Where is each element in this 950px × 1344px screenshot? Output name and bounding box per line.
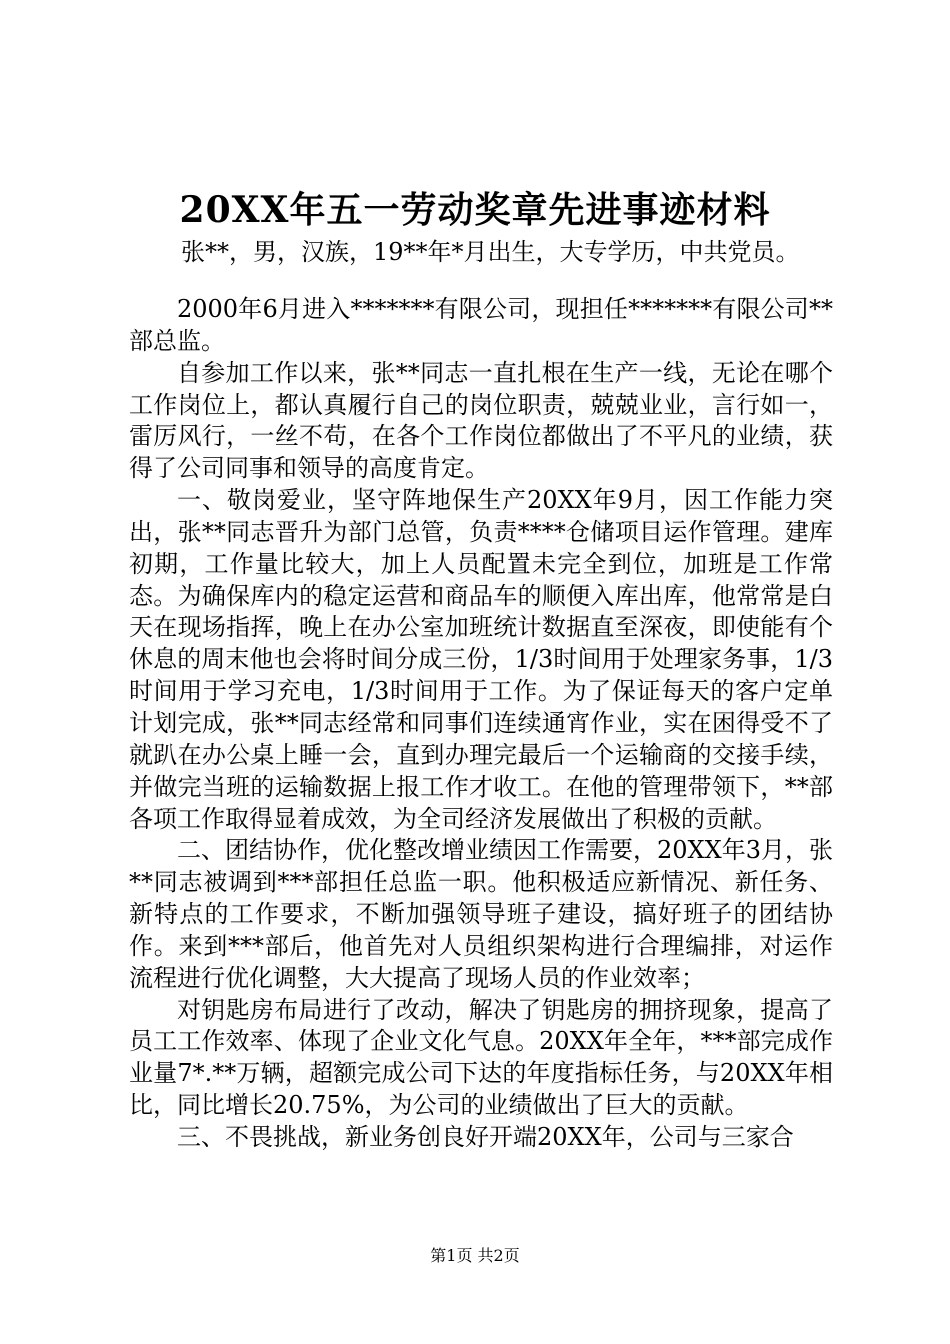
page-footer: 第1页 共2页 [430,1246,520,1265]
paragraph-employment: 2000年6月进入*******有限公司，现担任*******有限公司**部总监。 [129,295,833,355]
paragraph-overview: 自参加工作以来，张**同志一直扎根在生产一线，无论在哪个工作岗位上，都认真履行自己的岗位职责，兢兢业业，言行如一，雷厉风行，一丝不苟，在各个工作岗位都做出了不平凡的业绩，获得了公司同事和领导的高度肯定。 [129,358,833,483]
paragraph-section-1: 一、敬岗爱业，坚守阵地保生产20XX年9月，因工作能力突出，张**同志晋升为部门总管，负责****仓储项目运作管理。建库初期，工作量比较大，加上人员配置未完全到位，加班是工作常态。为确保库内的稳定运营和商品车的顺便入库出库，他常常是白天在现场指挥，晚上在办公室加班统计数据直至深夜，即使能有个休息的周末他也会将时间分成三份，1/3时间用于处理家务事，1/3时间用于学习充电，1/3时间用于工作。为了保证每天的客户定单计划完成，张**同志经常和同事们连续通宵作业，实在困得受不了就趴在办公桌上睡一会，直到办理完最后一个运输商的交接手续，并做完当班的运输数据上报工作才收工。在他的管理带领下，**部各项工作取得显着成效，为全司经济发展做出了积极的贡献。 [129,486,833,833]
paragraph-key-room: 对钥匙房布局进行了改动，解决了钥匙房的拥挤现象，提高了员工工作效率、体现了企业文化气息。20XX年全年，***部完成作业量7*.**万辆，超额完成公司下达的年度指标任务，与20XX年相比，同比增长20.75%，为公司的业绩做出了巨大的贡献。 [129,995,833,1120]
intro-line: 张**，男，汉族，19**年*月出生，大专学历，中共党员。 [181,238,800,266]
document-body [129,294,833,1154]
paragraph-section-3: 三、不畏挑战，新业务创良好开端20XX年，公司与三家合 [177,1122,794,1151]
document-title: 20XX年五一劳动奖章先进事迹材料 [179,189,771,231]
paragraph-section-2: 二、团结协作，优化整改增业绩因工作需要，20XX年3月，张**同志被调到***部担任总监一职。他积极适应新情况、新任务、新特点的工作要求，不断加强领导班子建设，搞好班子的团结协作。来到***部后，他首先对人员组织架构进行合理编排，对运作流程进行优化调整，大大提高了现场人员的作业效率； [129,836,833,992]
